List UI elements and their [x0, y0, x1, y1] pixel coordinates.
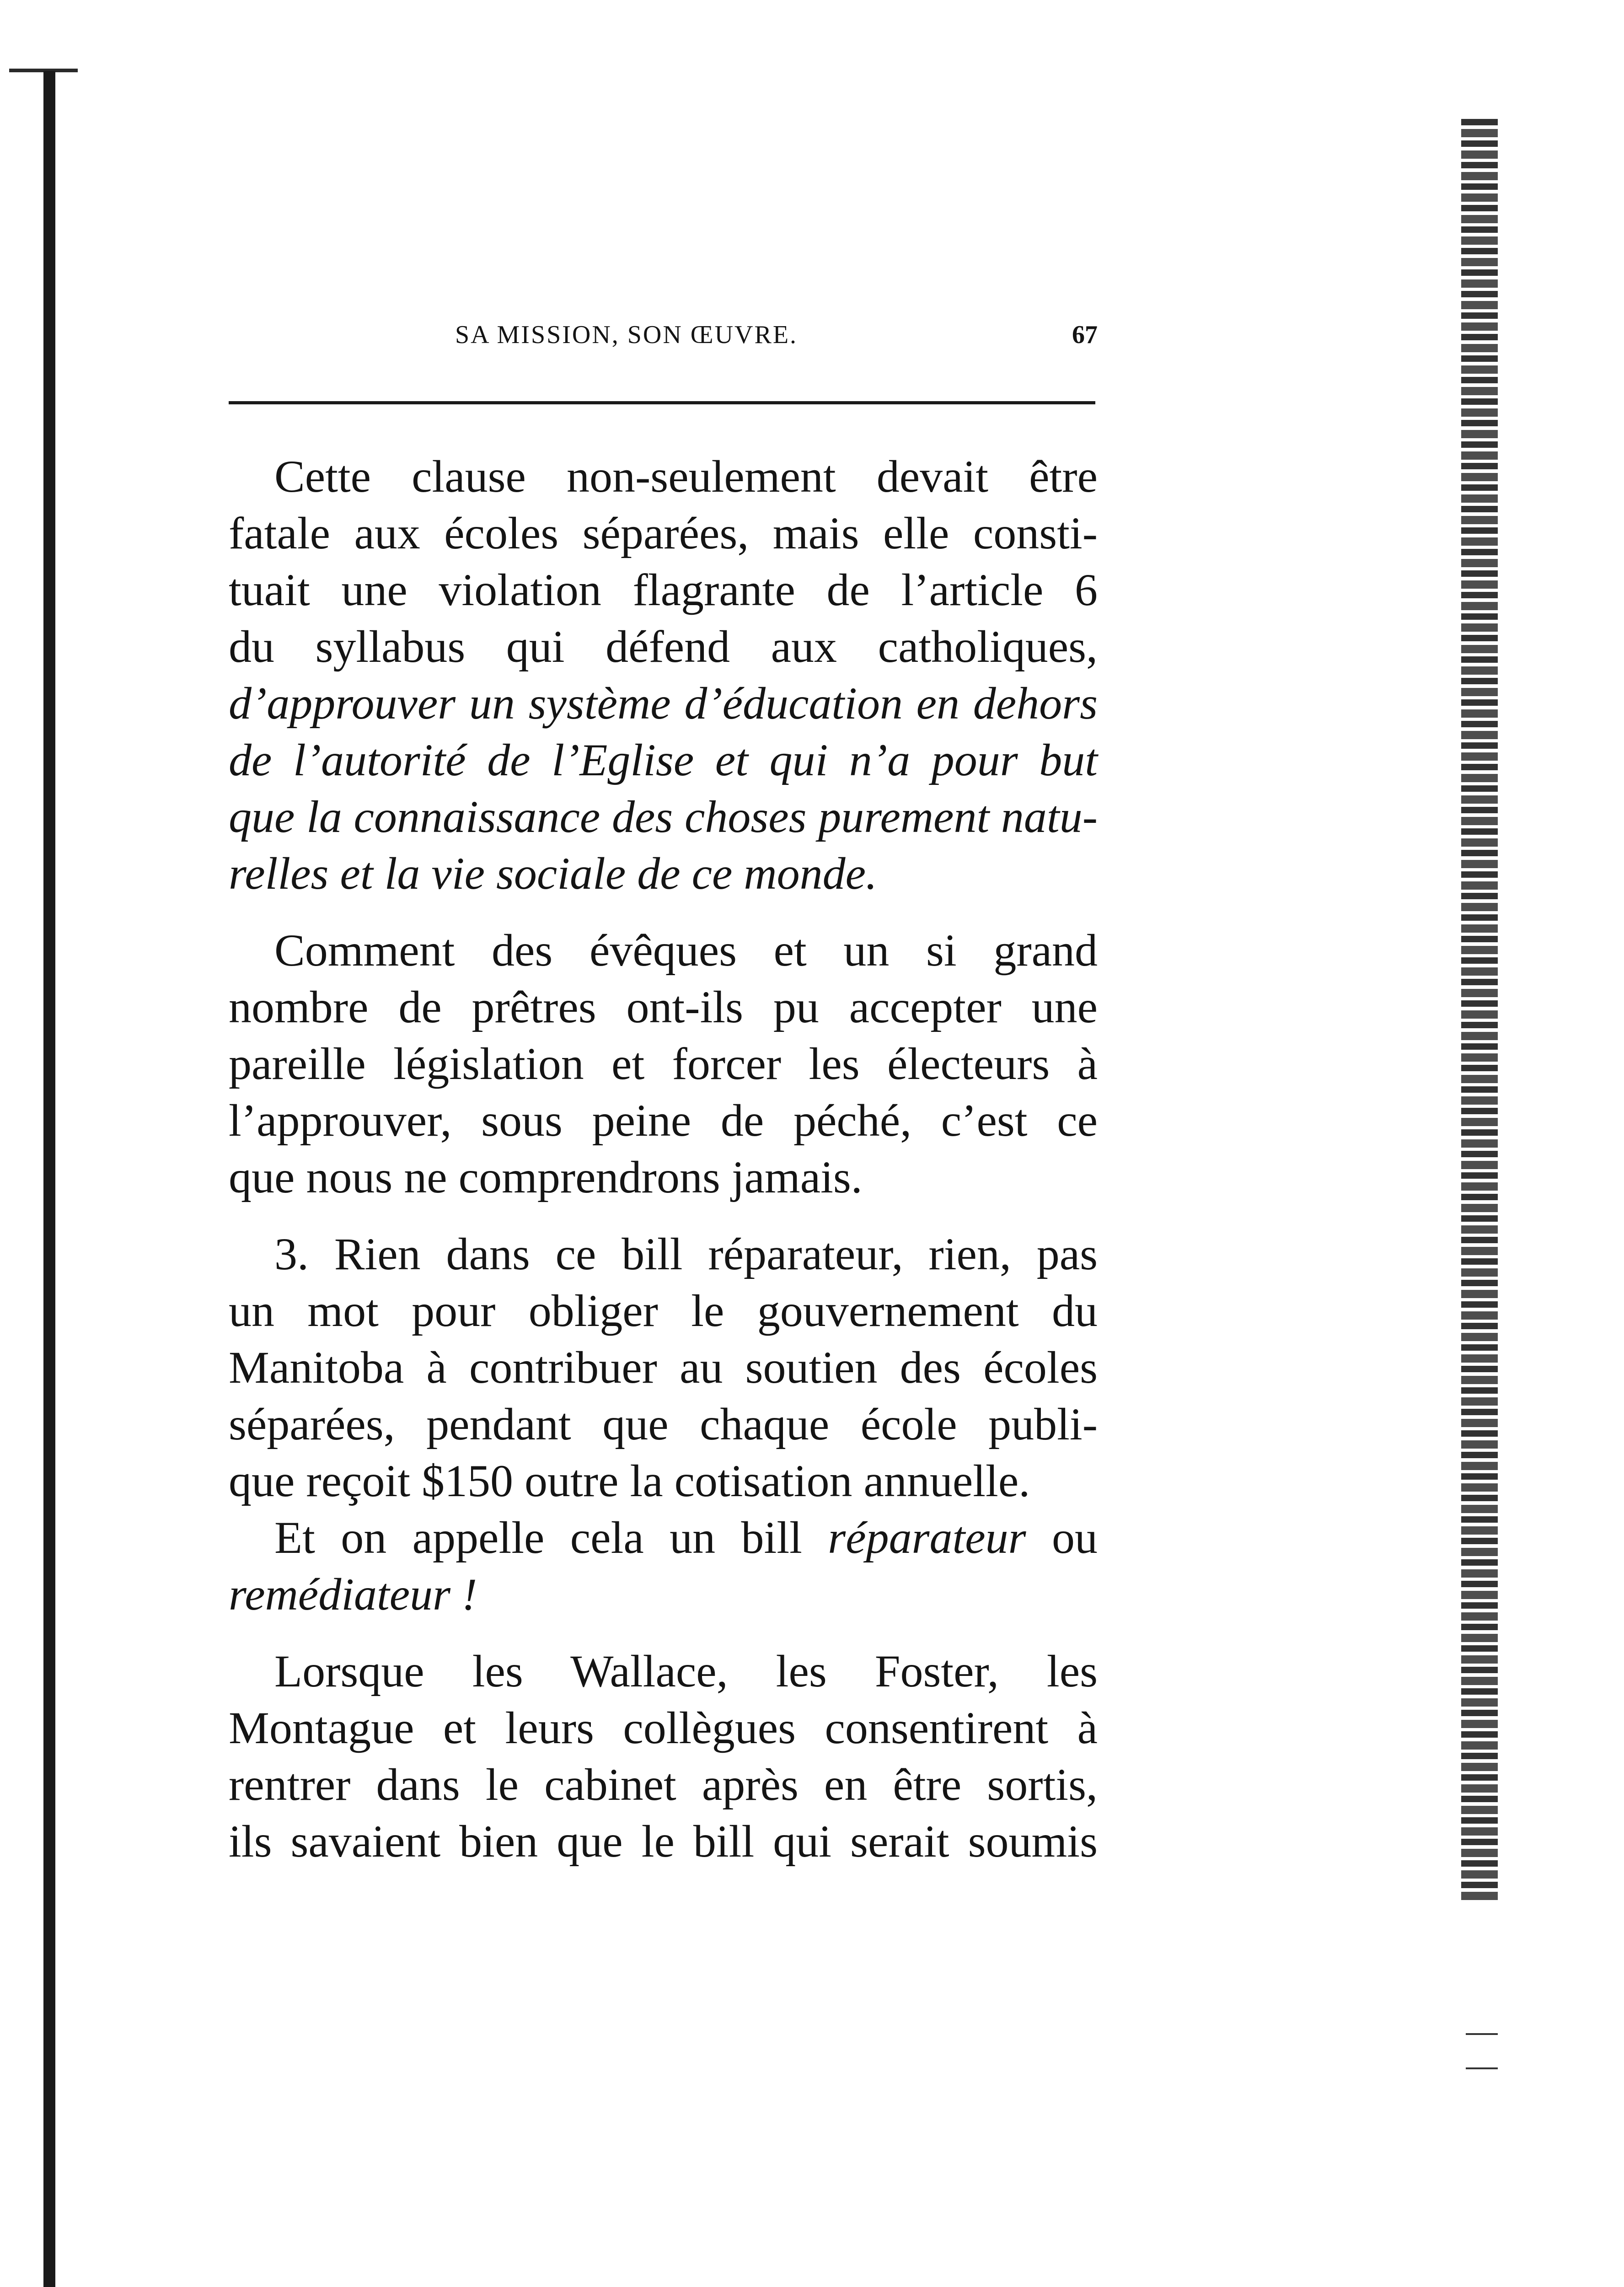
text-line	[229, 562, 1098, 618]
text-span: du syllabus qui défend aux catholiques,	[229, 621, 1098, 672]
text-line	[229, 505, 1098, 562]
text-span: que nous ne comprendrons jamais.	[229, 1152, 863, 1203]
running-title: SA MISSION, SON ŒUVRE.	[455, 321, 798, 349]
text-span: ils savaient bien que le bill qui serait soumis	[229, 1816, 1098, 1867]
text-span: l’approuver, sous peine de péché, c’est ce	[229, 1095, 1098, 1146]
text-line	[229, 1566, 1098, 1623]
text-span: tuait une violation flagrante de l’article 6	[229, 564, 1098, 615]
text-span: remédiateur !	[229, 1569, 477, 1620]
text-line	[229, 1036, 1098, 1092]
text-span: Et on appelle cela un bill	[274, 1512, 828, 1563]
text-line	[229, 1283, 1098, 1339]
text-span: que la connaissance des choses purement natu-	[229, 791, 1098, 842]
text-line	[229, 1226, 1098, 1283]
text-line	[229, 1643, 1098, 1700]
text-span: relles et la vie sociale de ce monde.	[229, 848, 877, 899]
text-span: que reçoit $150 outre la cotisation annuelle.	[229, 1455, 1030, 1506]
scan-artifact-line	[1466, 2033, 1498, 2035]
text-line	[229, 1149, 1098, 1206]
text-line	[229, 922, 1098, 979]
header-rule	[229, 401, 1095, 404]
text-line	[229, 448, 1098, 505]
paragraph	[229, 1226, 1098, 1623]
text-span: 3. Rien dans ce bill réparateur, rien, pas	[274, 1229, 1098, 1279]
text-line	[229, 845, 1098, 902]
text-line	[229, 1396, 1098, 1453]
text-span: Comment des évêques et un si grand	[274, 925, 1098, 976]
text-span-italic: réparateur	[828, 1512, 1026, 1563]
text-line	[229, 1509, 1098, 1566]
text-line	[229, 979, 1098, 1036]
text-span: d’approuver un système d’éducation en dehors	[229, 678, 1098, 729]
scan-artifact-right	[1461, 119, 1498, 1903]
text-span: Lorsque les Wallace, les Foster, les	[274, 1646, 1098, 1696]
text-span: Montague et leurs collègues consentirent à	[229, 1702, 1098, 1753]
paragraph	[229, 922, 1098, 1206]
text-line	[229, 1700, 1098, 1756]
text-span: séparées, pendant que chaque école publi-	[229, 1399, 1098, 1450]
text-line	[229, 1092, 1098, 1149]
scan-artifact-line	[1466, 2067, 1498, 2069]
text-line	[229, 618, 1098, 675]
text-span: un mot pour obliger le gouvernement du	[229, 1285, 1098, 1336]
page-number: 67	[1072, 321, 1098, 349]
text-line	[229, 675, 1098, 732]
text-span: pareille législation et forcer les électeurs à	[229, 1038, 1098, 1089]
text-line	[229, 1756, 1098, 1813]
text-span: rentrer dans le cabinet après en être sortis,	[229, 1759, 1098, 1810]
running-header	[229, 320, 1098, 361]
text-span: fatale aux écoles séparées, mais elle consti-	[229, 508, 1098, 558]
text-span: ou	[1026, 1512, 1098, 1563]
text-span: de l’autorité de l’Eglise et qui n’a pour but	[229, 735, 1098, 785]
paragraph	[229, 448, 1098, 902]
body-text	[229, 448, 1098, 1870]
text-line	[229, 1453, 1098, 1509]
text-span: nombre de prêtres ont-ils pu accepter une	[229, 982, 1098, 1032]
text-line	[229, 1813, 1098, 1870]
text-line	[229, 789, 1098, 845]
binding-edge	[43, 71, 55, 2287]
text-line	[229, 1339, 1098, 1396]
text-span: Cette clause non-seulement devait être	[274, 451, 1098, 502]
text-line	[229, 732, 1098, 789]
paragraph	[229, 1643, 1098, 1870]
text-span: Manitoba à contribuer au soutien des écoles	[229, 1342, 1098, 1393]
